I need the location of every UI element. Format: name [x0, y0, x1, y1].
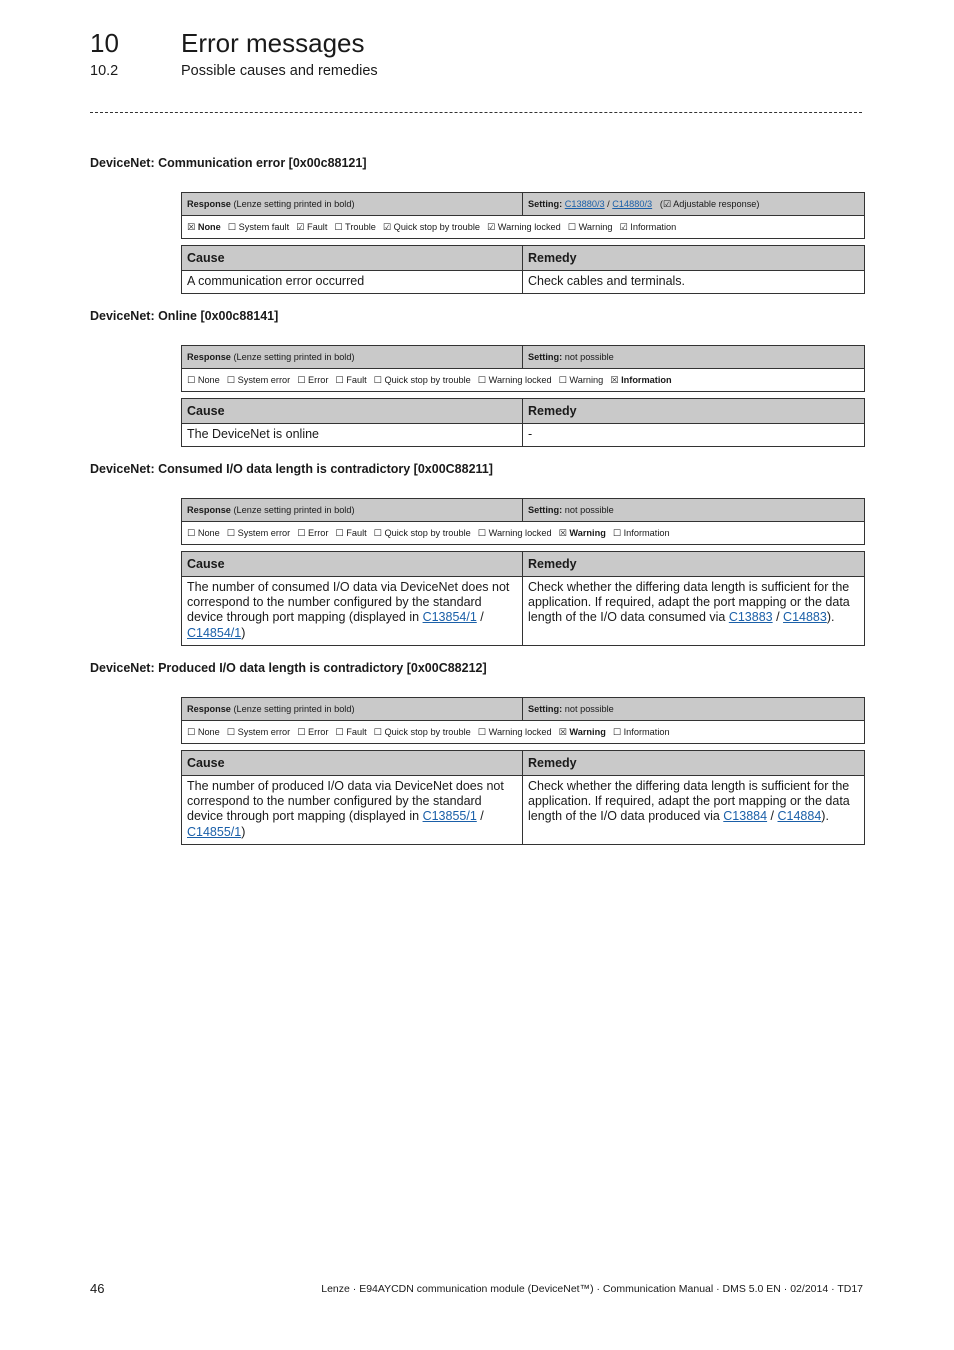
section-number: 10.2: [90, 63, 119, 79]
option-label: None: [197, 527, 220, 538]
option-label: System error: [237, 726, 291, 737]
cause-header: Cause: [182, 399, 523, 424]
checkbox-icon: ☐: [227, 221, 237, 232]
response-header: Response (Lenze setting printed in bold): [182, 698, 523, 721]
setting-header: Setting: not possible: [523, 698, 865, 721]
response-option: [187, 375, 220, 385]
setting-link[interactable]: C14880/3: [612, 198, 653, 209]
remedy-header: Remedy: [523, 751, 865, 776]
response-option: [187, 528, 220, 538]
option-label: Error: [308, 527, 329, 538]
checkbox-icon: ☐: [297, 527, 306, 538]
response-option: [613, 528, 670, 538]
response-option: [613, 727, 670, 737]
footer-text: Lenze · E94AYCDN communication module (DeviceNet™) · Communication Manual · DMS 5.0 EN · 02/2014 · TD17: [321, 1283, 863, 1295]
error-heading-consumed-io: DeviceNet: Consumed I/O data length is contradictory [0x00C88211]: [90, 462, 493, 476]
remedy-header: Remedy: [523, 552, 865, 577]
cause-cell: The number of produced I/O data via DeviceNet does not correspond to the number configured by the standard device through port mapping (displayed in C13855/1 / C14855/1): [182, 776, 523, 845]
response-option: [619, 222, 676, 232]
checkbox-icon: ☐: [477, 527, 487, 538]
response-option: [383, 222, 480, 232]
response-option: [374, 528, 471, 538]
option-label: None: [197, 221, 221, 232]
checkbox-icon: ☐: [226, 726, 236, 737]
checkbox-icon: ☐: [297, 726, 306, 737]
checkbox-icon: ☐: [297, 374, 306, 385]
checkbox-icon: ☐: [187, 527, 196, 538]
option-label: System error: [237, 374, 291, 385]
response-option: [227, 375, 290, 385]
response-options: [182, 216, 865, 239]
checkbox-icon: ☐: [558, 374, 567, 385]
response-option: [478, 727, 552, 737]
checkbox-icon: ☐: [373, 374, 382, 385]
checkbox-icon: ☐: [612, 726, 622, 737]
option-label: None: [197, 726, 220, 737]
response-options: [182, 369, 865, 392]
checkbox-icon: ☐: [334, 221, 343, 232]
checkbox-icon: ☐: [335, 374, 344, 385]
response-option: [335, 528, 366, 538]
parameter-link[interactable]: C14884: [777, 809, 822, 824]
section-title: Possible causes and remedies: [181, 63, 378, 79]
cause-header: Cause: [182, 751, 523, 776]
option-label: Warning locked: [497, 221, 561, 232]
remedy-cell: Check cables and terminals.: [523, 271, 865, 294]
checkbox-icon: ☑: [619, 221, 628, 232]
option-label: Warning: [569, 374, 604, 385]
response-options: [182, 522, 865, 545]
response-option: [610, 375, 671, 385]
chapter-number: 10: [90, 28, 119, 58]
remedy-cell: -: [523, 424, 865, 447]
cause-cell: The number of consumed I/O data via DeviceNet does not correspond to the number configured by the standard device through port mapping (displayed in C13854/1 / C14854/1): [182, 577, 523, 646]
cause-cell: The DeviceNet is online: [182, 424, 523, 447]
setting-header: Setting: not possible: [523, 499, 865, 522]
option-label: Warning: [569, 726, 606, 737]
checkbox-icon: ☐: [187, 726, 196, 737]
error-block-communication: [181, 192, 864, 294]
option-label: Information: [630, 221, 677, 232]
response-option: [296, 222, 327, 232]
response-option: [187, 222, 221, 232]
response-option: [187, 727, 220, 737]
error-heading-communication: DeviceNet: Communication error [0x00c88121]: [90, 156, 367, 170]
response-table: [181, 345, 865, 392]
response-header: Response (Lenze setting printed in bold): [182, 193, 523, 216]
response-table: [181, 498, 865, 545]
checkbox-icon: ☒: [558, 527, 567, 538]
remedy-header: Remedy: [523, 399, 865, 424]
setting-header: Setting: not possible: [523, 346, 865, 369]
response-option: [334, 222, 375, 232]
option-label: Warning: [569, 527, 606, 538]
response-option: [227, 528, 290, 538]
option-label: Warning locked: [488, 527, 552, 538]
parameter-link[interactable]: C13855/1: [422, 809, 477, 824]
option-label: Trouble: [345, 221, 376, 232]
response-table: [181, 192, 865, 239]
option-label: Error: [308, 374, 329, 385]
setting-link[interactable]: C13880/3: [564, 198, 605, 209]
response-option: [374, 375, 471, 385]
checkbox-icon: ☐: [373, 726, 382, 737]
response-option: [487, 222, 561, 232]
response-header: Response (Lenze setting printed in bold): [182, 499, 523, 522]
response-option: [297, 375, 328, 385]
parameter-link[interactable]: C13884: [723, 809, 768, 824]
checkbox-icon: ☐: [187, 374, 196, 385]
response-options: [182, 721, 865, 744]
error-heading-produced-io: DeviceNet: Produced I/O data length is contradictory [0x00C88212]: [90, 661, 487, 675]
response-option: [297, 727, 328, 737]
option-label: Fault: [306, 221, 328, 232]
cause-remedy-table: [181, 551, 865, 646]
checkbox-icon: ☐: [373, 527, 382, 538]
option-label: Warning locked: [488, 726, 552, 737]
checkbox-icon: ☐: [567, 221, 577, 232]
parameter-link[interactable]: C14854/1: [187, 625, 242, 640]
option-label: None: [197, 374, 220, 385]
setting-header: Setting: C13880/3 / C14880/3 (☑ Adjustable response): [523, 193, 865, 216]
option-label: Quick stop by trouble: [384, 527, 471, 538]
remedy-cell: Check whether the differing data length is sufficient for the application. If required, adapt the port mapping or the data length of the I/O data produced via C13884 / C14884).: [523, 776, 865, 845]
remedy-cell: Check whether the differing data length is sufficient for the application. If required, adapt the port mapping or the data length of the I/O data consumed via C13883 / C14883).: [523, 577, 865, 646]
option-label: System fault: [238, 221, 290, 232]
chapter-title: Error messages: [181, 28, 365, 58]
response-option: [568, 222, 613, 232]
response-option: [228, 222, 289, 232]
option-label: Error: [308, 726, 329, 737]
parameter-link[interactable]: C14855/1: [187, 824, 242, 839]
response-option: [227, 727, 290, 737]
checkbox-icon: ☒: [610, 374, 619, 385]
remedy-header: Remedy: [523, 246, 865, 271]
option-label: Information: [621, 374, 672, 385]
checkbox-icon: ☑: [296, 221, 305, 232]
parameter-link[interactable]: C14883: [783, 610, 827, 625]
option-label: Quick stop by trouble: [393, 221, 480, 232]
checkbox-icon: ☒: [187, 221, 196, 232]
option-label: Information: [623, 726, 670, 737]
cause-remedy-table: [181, 398, 865, 447]
checkbox-icon: ☐: [226, 527, 236, 538]
option-label: Fault: [346, 726, 367, 737]
option-label: Warning locked: [488, 374, 552, 385]
parameter-link[interactable]: C13883: [728, 610, 773, 625]
option-label: Information: [623, 527, 670, 538]
checkbox-icon: ☐: [612, 527, 622, 538]
error-block-online: [181, 345, 864, 447]
option-label: Quick stop by trouble: [384, 374, 471, 385]
checkbox-icon: ☐: [335, 527, 344, 538]
header-divider: [90, 112, 862, 113]
parameter-link[interactable]: C13854/1: [422, 610, 477, 625]
option-label: System error: [237, 527, 291, 538]
response-option: [559, 375, 604, 385]
option-label: Fault: [346, 527, 367, 538]
page-number: 46: [90, 1281, 105, 1296]
option-label: Warning: [578, 221, 613, 232]
error-block-consumed-io: [181, 498, 864, 646]
response-option: [559, 727, 606, 737]
response-option: [335, 727, 366, 737]
response-option: [478, 528, 552, 538]
cause-remedy-table: [181, 245, 865, 294]
response-option: [297, 528, 328, 538]
option-label: Fault: [346, 374, 367, 385]
error-block-produced-io: [181, 697, 864, 845]
option-label: Quick stop by trouble: [384, 726, 471, 737]
cause-header: Cause: [182, 246, 523, 271]
checkbox-icon: ☒: [558, 726, 567, 737]
response-option: [559, 528, 606, 538]
cause-header: Cause: [182, 552, 523, 577]
checkbox-icon: ☑: [486, 221, 496, 232]
checkbox-icon: ☐: [226, 374, 236, 385]
checkbox-icon: ☑: [382, 221, 392, 232]
response-option: [478, 375, 552, 385]
checkbox-icon: ☐: [335, 726, 344, 737]
error-heading-online: DeviceNet: Online [0x00c88141]: [90, 309, 279, 323]
cause-remedy-table: [181, 750, 865, 845]
response-option: [374, 727, 471, 737]
response-table: [181, 697, 865, 744]
checkbox-icon: ☐: [477, 374, 487, 385]
cause-cell: A communication error occurred: [182, 271, 523, 294]
response-header: Response (Lenze setting printed in bold): [182, 346, 523, 369]
checkbox-icon: ☐: [477, 726, 487, 737]
response-option: [335, 375, 366, 385]
